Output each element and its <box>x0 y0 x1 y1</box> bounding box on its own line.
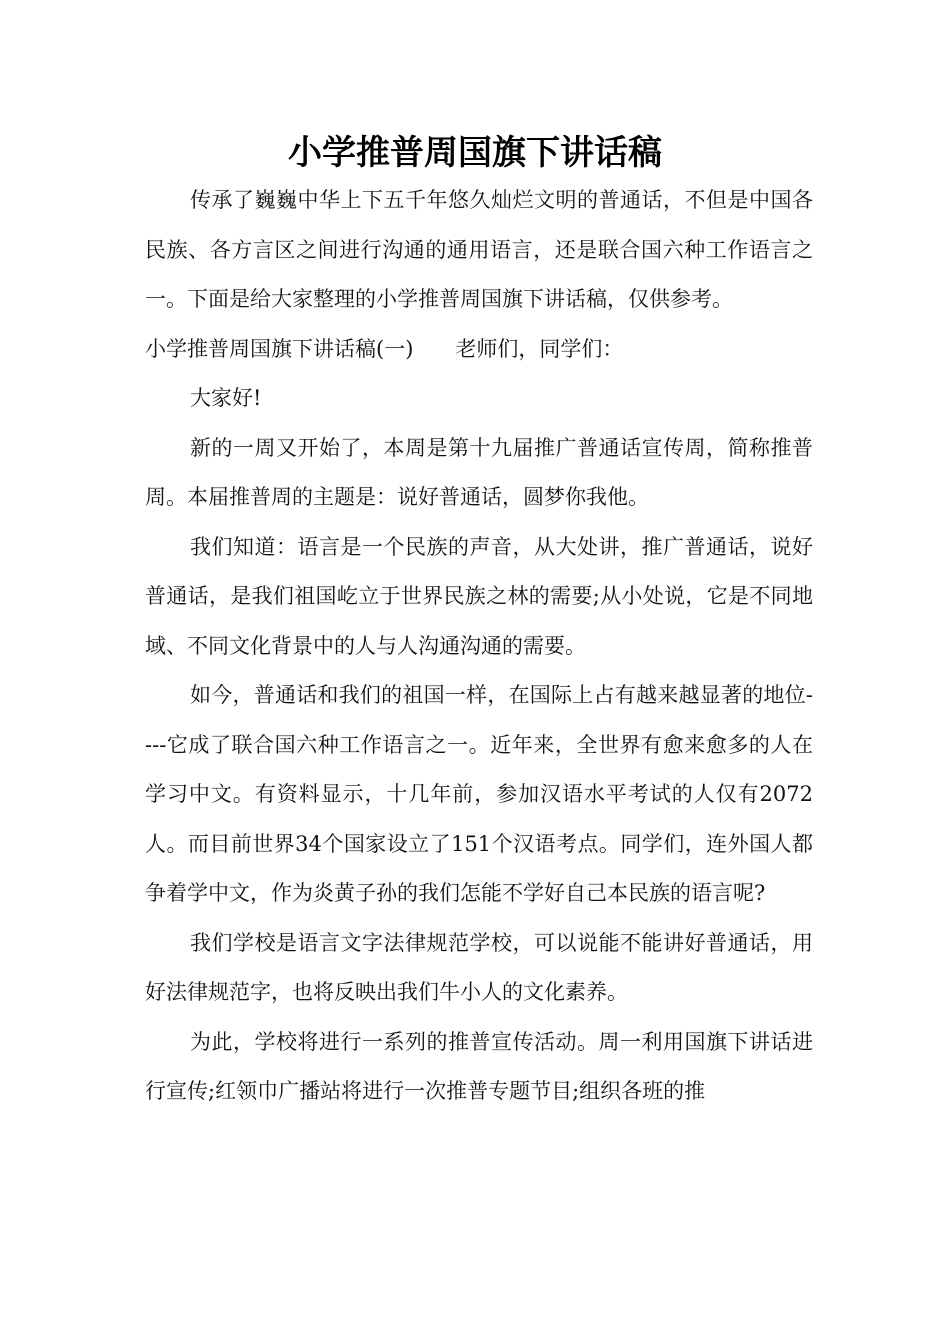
body-paragraph: 大家好! <box>190 386 262 410</box>
document-body <box>145 176 813 1117</box>
body-paragraph: 为此，学校将进行一系列的推普宣传活动。周一利用国旗下讲话进行宣传;红领巾广播站将进行一次推普专题节目;组织各班的推 <box>145 1029 813 1103</box>
body-paragraph: 如今，普通话和我们的祖国一样，在国际上占有越来越显著的地位----它成了联合国六种工作语言之一。近年来，全世界有愈来愈多的人在学习中文。有资料显示，十几年前，参加汉语水平考试的人仅有2072人。而目前世界34个国家设立了151个汉语考点。同学们，连外国人都争着学中文，作为炎黄子孙的我们怎能不学好自己本民族的语言呢? <box>145 683 813 905</box>
body-paragraph: 新的一周又开始了，本周是第十九届推广普通话宣传周，简称推普周。本届推普周的主题是：说好普通话，圆梦你我他。 <box>145 435 813 509</box>
intro-paragraph: 传承了巍巍中华上下五千年悠久灿烂文明的普通话，不但是中国各民族、各方言区之间进行沟通的通用语言，还是联合国六种工作语言之一。下面是给大家整理的小学推普周国旗下讲话稿，仅供参考。 <box>145 188 813 311</box>
salutation: 老师们，同学们： <box>455 336 624 361</box>
body-paragraph: 我们知道：语言是一个民族的声音，从大处讲，推广普通话，说好普通话，是我们祖国屹立于世界民族之林的需要;从小处说，它是不同地域、不同文化背景中的人与人沟通沟通的需要。 <box>145 534 813 658</box>
section-heading: 小学推普周国旗下讲话稿(一) <box>145 336 414 361</box>
body-paragraph: 我们学校是语言文字法律规范学校，可以说能不能讲好普通话，用好法律规范字，也将反映出我们牛小人的文化素养。 <box>145 930 813 1004</box>
section-heading-line <box>145 325 813 375</box>
document-title: 小学推普周国旗下讲话稿 <box>288 133 662 173</box>
